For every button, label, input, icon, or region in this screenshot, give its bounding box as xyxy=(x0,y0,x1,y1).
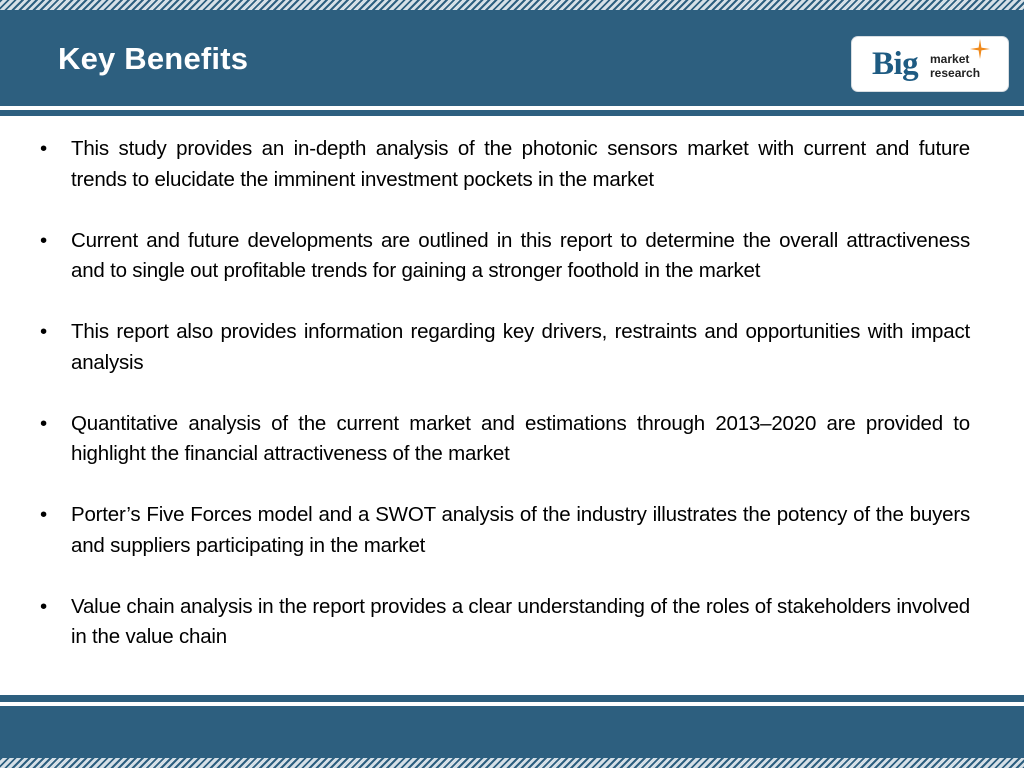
bullet-icon: • xyxy=(40,594,48,618)
bullet-text: Current and future developments are outlined in this report to determine the overall attractiveness and to single out profitable trends for gaining a stronger foothold in the market xyxy=(71,228,970,282)
header-divider-blue xyxy=(0,110,1024,116)
logo-market-text: market xyxy=(930,52,970,66)
bullet-icon: • xyxy=(40,411,48,435)
list-item xyxy=(0,134,1024,195)
list-item xyxy=(0,592,1024,653)
bullet-text: This report also provides information regarding key drivers, restraints and opportunities with impact analysis xyxy=(71,320,970,374)
benefits-list xyxy=(0,134,1024,653)
bullet-icon: • xyxy=(40,137,48,160)
bullet-icon: • xyxy=(40,503,48,526)
page-title: Key Benefits xyxy=(58,41,249,76)
list-item xyxy=(0,409,1024,470)
bullet-text: This study provides an in-depth analysis of the photonic sensors market with current and future trends to elucidate the imminent investment pockets in the market xyxy=(71,137,970,191)
sparkle-star-icon xyxy=(970,39,990,59)
bullet-text: Value chain analysis in the report provides a clear understanding of the roles of stakeholders involved in the value chain xyxy=(71,594,970,648)
bullet-text: Quantitative analysis of the current market and estimations through 2013–2020 are provided to highlight the financial attractiveness of the market xyxy=(71,411,970,465)
bullet-icon: • xyxy=(40,320,48,343)
brand-logo xyxy=(852,37,1008,91)
content-area xyxy=(0,134,1024,683)
top-hatched-border xyxy=(0,0,1024,10)
bullet-text: Porter’s Five Forces model and a SWOT analysis of the industry illustrates the potency of the buyers and suppliers participating in the market xyxy=(71,503,970,557)
footer-band xyxy=(0,706,1024,758)
list-item xyxy=(0,500,1024,561)
bottom-hatched-border xyxy=(0,758,1024,768)
bullet-icon: • xyxy=(40,228,48,252)
list-item xyxy=(0,317,1024,378)
footer-divider-blue xyxy=(0,695,1024,702)
logo-big-text: Big xyxy=(872,46,919,82)
list-item xyxy=(0,226,1024,287)
logo-research-text: research xyxy=(930,66,981,80)
